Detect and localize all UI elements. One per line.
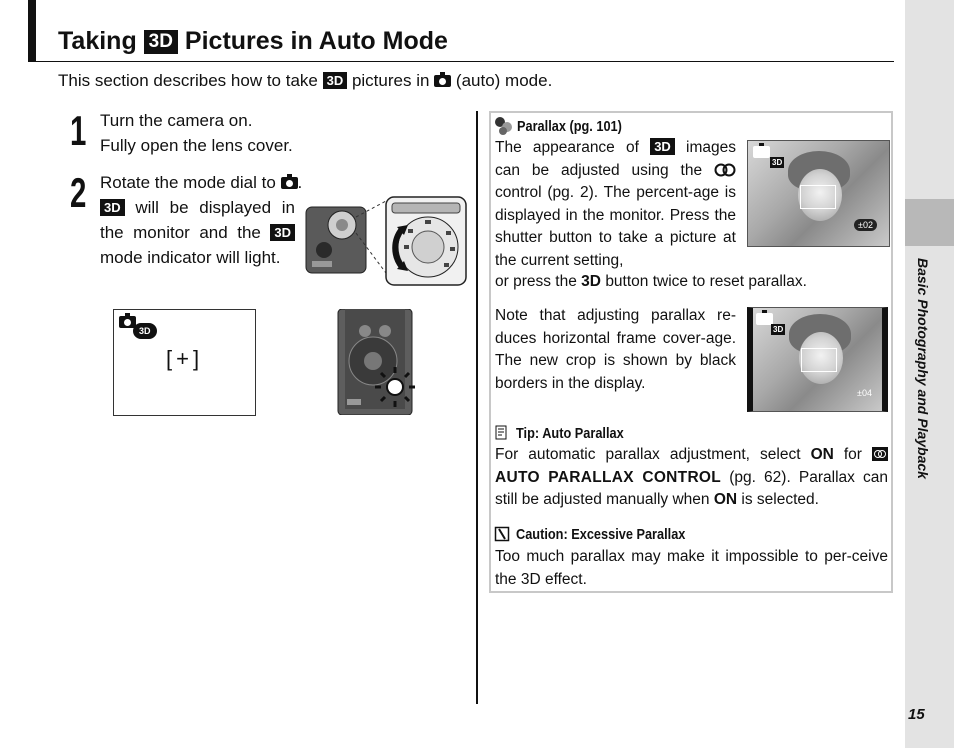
parallax-readout: ±04 (857, 388, 872, 398)
intro-text: This section describes how to take 3D pictures in (auto) mode. (58, 71, 553, 90)
focus-frame (801, 348, 837, 372)
sidebar-tab-marker (905, 199, 954, 246)
column-divider (476, 111, 478, 704)
mode-dial-illustration (304, 195, 468, 287)
step-2-body: 3D will be displayed in the monitor and the 3D mode indicator will light. (100, 198, 295, 267)
focus-frame: [+] (166, 346, 204, 371)
parallax-photo-2 (747, 307, 888, 412)
camera-mode-icon (753, 146, 770, 158)
3d-badge: 3D (323, 72, 348, 89)
step-number-1: 1 (70, 107, 87, 154)
3d-badge: 3D (270, 224, 295, 241)
3d-indicator: 3D (773, 325, 784, 334)
sidebar-label: Basic Photography and Playback (915, 258, 931, 479)
caution-icon (494, 526, 510, 542)
3d-indicator: 3D (133, 323, 157, 339)
3d-button-illustration (337, 309, 417, 415)
page-title: Taking 3D Pictures in Auto Mode (58, 27, 448, 55)
parallax-photo-1 (747, 140, 890, 247)
3d-badge: 3D (650, 138, 675, 155)
3d-indicator: 3D (772, 158, 783, 167)
tip-text: For automatic parallax adjustment, select ON for AUTO PARALLAX CONTROL (pg. 62). Parallax can still be adjusted manually when ON is selected. (495, 446, 888, 508)
step-number-2: 2 (70, 169, 87, 216)
caution-heading: Caution: Excessive Parallax (494, 523, 715, 545)
tip-note-icon (494, 425, 510, 441)
header-accent-bar (28, 0, 36, 62)
parallax-icon (494, 116, 514, 136)
camera-icon (281, 177, 298, 189)
tip-heading: Tip: Auto Parallax (494, 422, 643, 444)
parallax-heading: Parallax (pg. 101) (494, 115, 640, 137)
step-2-main: Rotate the mode dial to . (100, 173, 303, 192)
step-1-main: Turn the camera on. (100, 111, 253, 130)
parallax-para-1: The appearance of 3D images can be adjusted using the control (pg. 2). The percent-age is displayed in the monitor. Press the shutter button to take a picture at the current setting, (495, 139, 737, 269)
parallax-para-2: Note that adjusting parallax re-duces horizontal frame cover-age. The new crop is shown by black borders in the display. (495, 307, 736, 392)
camera-icon (434, 75, 451, 87)
parallax-menu-icon (872, 447, 888, 461)
step-1-sub: Fully open the lens cover. (100, 136, 293, 155)
parallax-para-1-tail: or press the 3D button twice to reset parallax. (495, 273, 807, 290)
page-number: 15 (908, 706, 925, 723)
header-rule (28, 61, 894, 62)
3d-badge: 3D (100, 199, 125, 216)
caution-text: Too much parallax may make it impossible to per-ceive the 3D effect. (495, 548, 888, 588)
parallax-readout: ±02 (854, 219, 877, 231)
focus-frame (800, 185, 836, 209)
3d-badge: 3D (144, 30, 178, 54)
parallax-control-icon (714, 163, 736, 177)
lcd-display (113, 309, 256, 416)
